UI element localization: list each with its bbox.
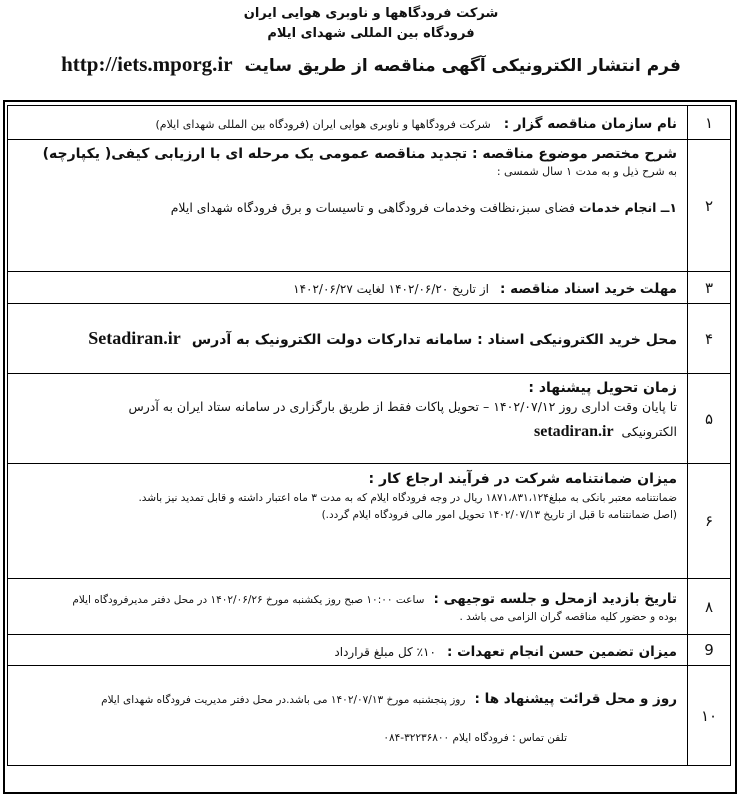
- row-number: ۴: [688, 304, 731, 374]
- row-value: ۱۰٪ کل مبلغ قرارداد: [334, 644, 436, 659]
- row-detail-text: الکترونیکی: [621, 423, 677, 439]
- row-detail: بوده و حضور کلیه مناقصه گران الزامی می باشد .: [459, 610, 677, 623]
- row-number: ۱: [688, 106, 731, 140]
- row-note: (اصل ضمانتنامه تا قبل از تاریخ ۱۴۰۲/۰۷/۱۳ تحویل امور مالی فرودگاه ایلام گردد.): [321, 508, 677, 521]
- row-number: ۵: [688, 374, 731, 464]
- row-label: نام سازمان مناقصه گزار :: [503, 116, 677, 132]
- service-description: فضای سبز،نظافت وخدمات فرودگاهی و تاسیسات و برق فرودگاه شهدای ایلام: [170, 199, 576, 215]
- row-number: ۲: [688, 140, 731, 272]
- row-number: ۳: [688, 272, 731, 304]
- form-title: [0, 52, 742, 77]
- table-row: [8, 140, 731, 272]
- setadiran-link[interactable]: Setadiran.ir: [88, 328, 181, 348]
- table-row: [8, 464, 731, 579]
- table-row: [8, 374, 731, 464]
- site-url[interactable]: http://iets.mporg.ir: [61, 52, 233, 76]
- org-name-line2: فرودگاه بین المللی شهدای ایلام: [267, 26, 475, 41]
- row-value: روز پنجشنبه مورخ ۱۴۰۲/۰۷/۱۳ می باشد.در محل دفتر مدیریت فرودگاه شهدای ایلام: [101, 694, 466, 707]
- row-label: مهلت خرید اسناد مناقصه :: [500, 281, 677, 297]
- row-label: زمان تحویل پیشنهاد :: [528, 380, 677, 396]
- table-row: [8, 579, 731, 635]
- row-label: شرح مختصر موضوع مناقصه : تجدید مناقصه عمومی یک مرحله ای با ارزیابی کیفی( یکپارچه): [42, 146, 677, 162]
- service-number: ۱ــ انجام خدمات: [579, 199, 677, 215]
- row-label: میزان تضمین حسن انجام تعهدات :: [447, 643, 677, 660]
- contact-phone: تلفن تماس : فرودگاه ایلام ۳۲۲۳۶۸۰۰-۰۸۴: [383, 731, 567, 744]
- tender-table: [7, 105, 731, 766]
- form-title-text: فرم انتشار الکترونیکی آگهی مناقصه از طریق سایت: [244, 56, 681, 76]
- table-row: [8, 635, 731, 666]
- table-row: [8, 666, 731, 766]
- row-value: شرکت فرودگاهها و ناوبری هوایی ایران (فرودگاه بین المللی شهدای ایلام): [155, 118, 491, 131]
- org-name-line1: شرکت فرودگاهها و ناوبری هوایی ایران: [243, 6, 499, 21]
- row-detail: به شرح ذیل و به مدت ۱ سال شمسی :: [496, 165, 677, 178]
- setadiran-link[interactable]: setadiran.ir: [534, 422, 614, 440]
- table-row: [8, 106, 731, 140]
- row-label: میزان ضمانتنامه شرکت در فرآیند ارجاع کار :: [368, 471, 677, 487]
- table-row: [8, 304, 731, 374]
- row-label: روز و محل قرائت پیشنهاد ها :: [474, 691, 677, 708]
- row-value: ساعت ۱۰:۰۰ صبح روز یکشنبه مورخ ۱۴۰۲/۰۶/۲۶ در محل دفتر مدیرفرودگاه ایلام: [72, 594, 425, 607]
- row-number: ۱۰: [688, 666, 731, 766]
- row-value: از تاریخ ۱۴۰۲/۰۶/۲۰ لغایت ۱۴۰۲/۰۶/۲۷: [293, 282, 489, 296]
- row-number: 9: [688, 635, 731, 666]
- row-detail: تا پایان وقت اداری روز ۱۴۰۲/۰۷/۱۲ – تحویل پاکات فقط از طریق بارگزاری در سامانه ستاد ایران به آدرس: [128, 399, 677, 414]
- row-number: ۶: [688, 464, 731, 579]
- row-label: محل خرید الکترونیکی اسناد : سامانه تدارکات دولت الکترونیک به آدرس: [191, 332, 677, 348]
- table-row: [8, 272, 731, 304]
- row-number: ۸: [688, 579, 731, 635]
- row-label: تاریخ بازدید ازمحل و جلسه توجیهی :: [433, 591, 677, 608]
- row-detail: ضمانتنامه معتبر بانکی به مبلغ۱۸۷۱،۸۳۱،۱۲۴ ریال در وجه فرودگاه ایلام که به مدت ۳ ماه اعتبار داشته و قابل تمدید نیز باشد.: [138, 492, 677, 504]
